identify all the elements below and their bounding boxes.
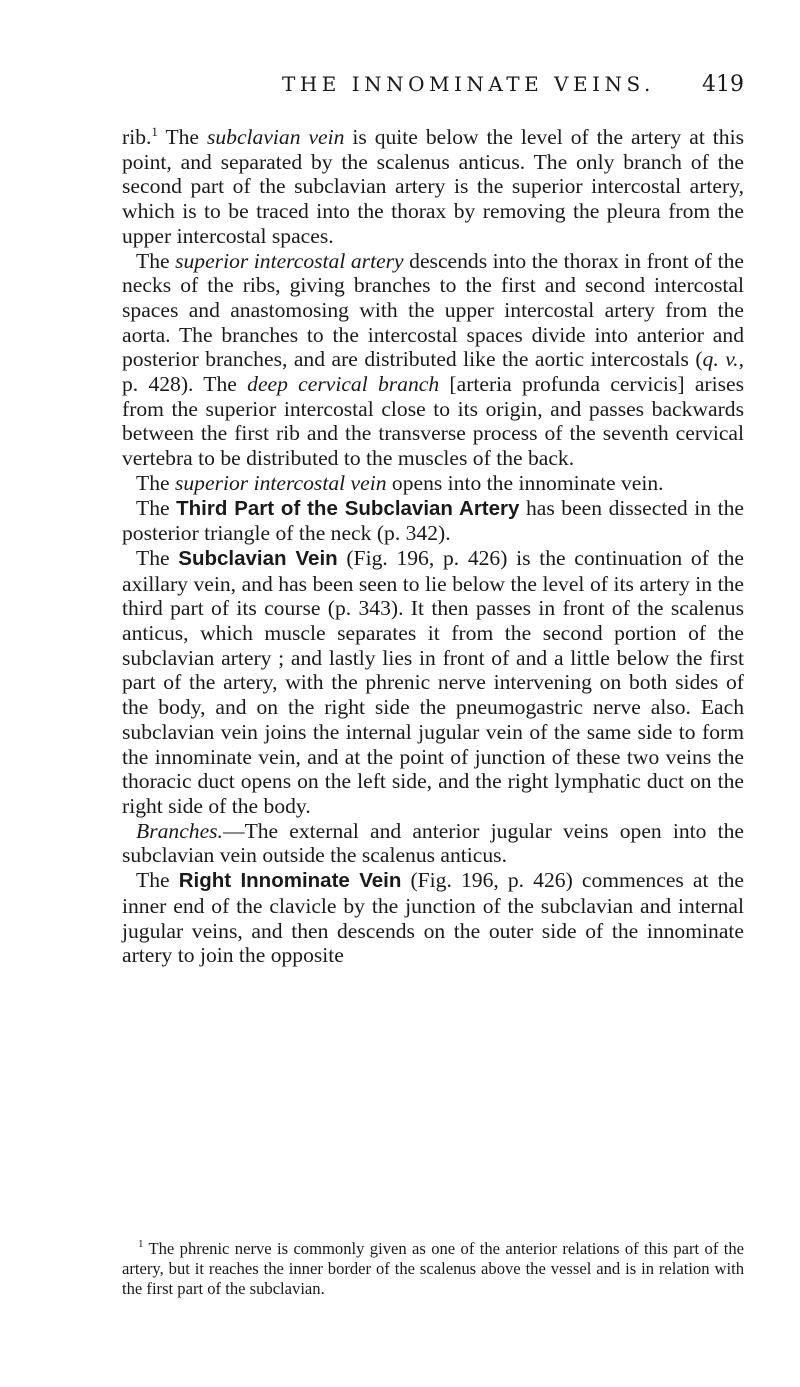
paragraph-1 [122, 125, 744, 249]
text-run: The [136, 868, 179, 893]
paragraph-5 [122, 546, 744, 819]
footnote-mark: 1 [138, 1238, 144, 1251]
paragraph-2 [122, 249, 744, 471]
italic-term: q. v. [702, 347, 739, 372]
text-run: descends into the thorax in front of the necks of the ribs, giving branches to the first and second intercostal spaces and anastomosing with the upper intercostal artery from the aorta. The branches to the intercostal spaces divide into anterior and posterior branches, and are distributed like the aortic intercostals ( [122, 248, 744, 372]
section-heading: Third Part of the Subclavian Artery [176, 496, 520, 520]
footnote-reference: 1 [151, 123, 158, 139]
text-run: The [136, 470, 175, 495]
paragraph-7 [122, 868, 744, 968]
main-text [122, 125, 744, 968]
text-run: —The external and anterior jugular veins open into the subclavian vein outside the scalenus anticus. [122, 818, 744, 868]
text-run: (Fig. 196, p. 426) commences at the inner end of the clavicle by the junction of the subclavian and internal jugular veins, and then descends on the outer side of the innominate artery to join the opposite [122, 868, 744, 968]
section-heading: Subclavian Vein [178, 546, 338, 570]
paragraph-4 [122, 496, 744, 546]
footnote-section [122, 1239, 744, 1299]
italic-term: deep cervical branch [247, 372, 440, 397]
running-header [122, 72, 744, 102]
section-heading: Right Innominate Vein [178, 869, 402, 893]
text-run: opens into the innominate vein. [386, 470, 664, 495]
text-run: , p. 428). The [122, 347, 744, 397]
text-run: (Fig. 196, p. 426) is the continuation of the axillary vein, and has been seen to lie below the level of its artery in the third part of its course (p. 343). It then passes in front of the scalenus anticus, which muscle separates it from the second portion of the subclavian artery ; and lastly lies in front of and a little below the first part of the artery, with the phrenic nerve intervening on both sides of the body, and on the right side the pneumogastric nerve also. Each subclavian vein joins the internal jugular vein of the same side to form the innominate vein, and at the point of junction of these two veins the thoracic duct opens on the left side, and the right lymphatic duct on the right side of the body. [122, 545, 744, 818]
running-title: THE INNOMINATE VEINS. [282, 72, 655, 96]
italic-term: superior intercostal artery [175, 248, 404, 273]
text-run: The [157, 125, 207, 149]
text-run: rib. [122, 125, 152, 149]
text-run: [arteria profunda cervicis] arises from the superior intercostal close to its origin, and passes backwards between the first rib and the transverse process of the seventh cervical vertebra to be distributed to the muscles of the back. [122, 372, 744, 471]
text-run: The [136, 495, 177, 520]
text-run: The [136, 248, 176, 273]
footnote [122, 1239, 744, 1299]
italic-term: subclavian vein [206, 125, 345, 149]
paragraph-3 [122, 471, 744, 496]
paragraph-6 [122, 819, 744, 868]
italic-term: superior intercostal vein [174, 470, 387, 495]
page-number: 419 [702, 72, 744, 97]
italic-term: Branches. [136, 818, 223, 843]
text-run: is quite below the level of the artery at this point, and separated by the scalenus anticus. The only branch of the second part of the subclavian artery is the superior intercostal artery, which is to be traced into the thorax by removing the pleura from the upper intercostal spaces. [122, 125, 744, 248]
text-run: has been dissected in the posterior triangle of the neck (p. 342). [122, 495, 744, 546]
footnote-text: The phrenic nerve is commonly given as one of the anterior relations of this part of the artery, but it reaches the inner border of the scalenus above the vessel and is in relation with the first part of the subclavian. [122, 1239, 744, 1298]
text-run: The [136, 545, 179, 570]
